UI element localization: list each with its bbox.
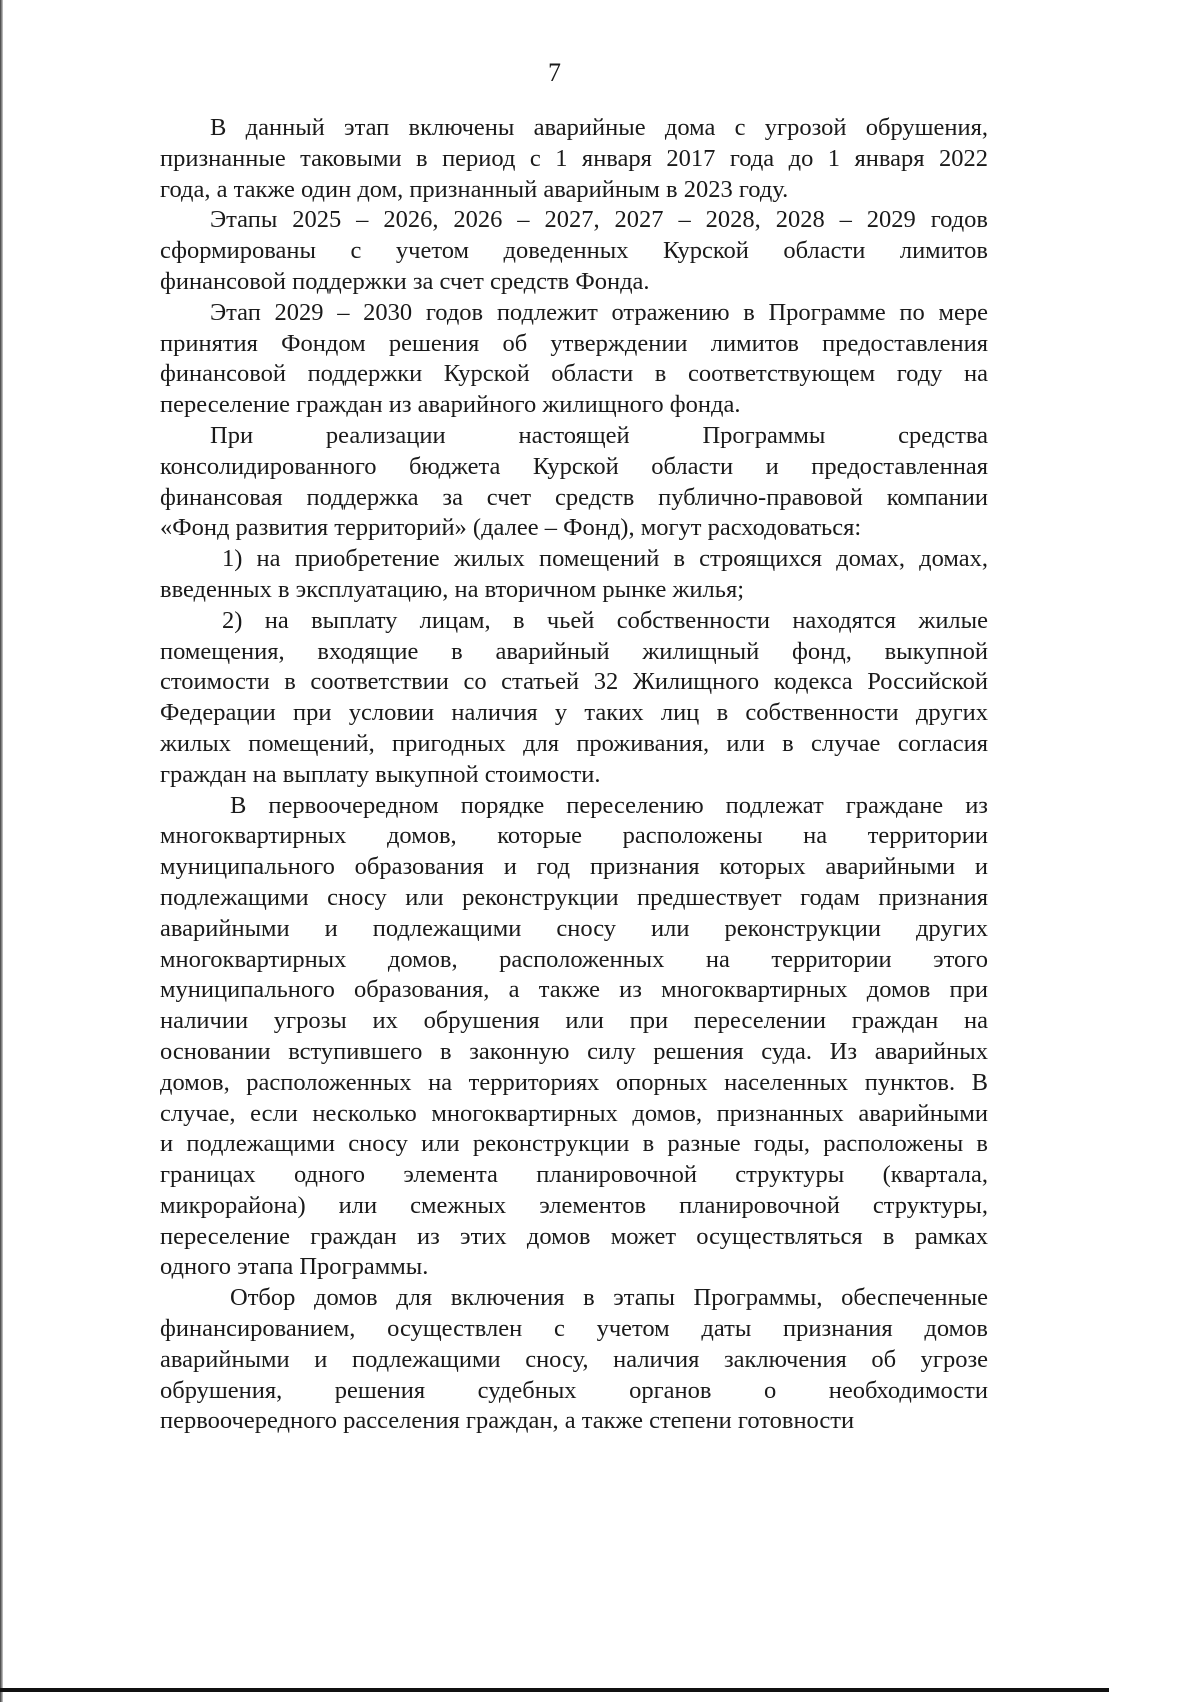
paragraph [160,544,988,606]
text-line: финансовой поддержки за счет средств Фонда. [160,267,650,295]
text-line: граждан на выплату выкупной стоимости. [160,760,601,788]
text-line: и подлежащими сносу или реконструкции в разные годы, расположены в [160,1130,988,1158]
text-line: введенных в эксплуатацию, на вторичном рынке жилья; [160,575,745,603]
text-line: одного этапа Программы. [160,1253,429,1281]
paragraph [160,205,988,297]
text-line: 1) на приобретение жилых помещений в строящихся домах, домах, [222,545,988,573]
text-line: наличии угрозы их обрушения или при переселении граждан на [160,1007,988,1035]
text-line: переселение граждан из этих домов может осуществляться в рамках [160,1222,988,1250]
text-line: года, а также один дом, признанный аварийным в 2023 году. [160,175,789,203]
paragraph [160,113,988,205]
text-line: Федерации при условии наличия у таких лиц в собственности других [160,699,988,727]
text-line: домов, расположенных на территориях опорных населенных пунктов. В [160,1068,988,1096]
text-line: стоимости в соответствии со статьей 32 Жилищного кодекса Российской [160,668,988,696]
text-line: переселение граждан из аварийного жилищного фонда. [160,391,741,419]
text-line: «Фонд развития территорий» (далее – Фонд), могут расходоваться: [160,514,862,542]
scan-edge-left [0,0,3,1702]
text-line: консолидированного бюджета Курской области и предоставленная [160,452,988,480]
paragraph [160,606,988,791]
text-line: финансовой поддержки Курской области в соответствующем году на [160,360,988,388]
paragraph [160,791,988,1284]
paragraph [160,298,988,421]
text-line: жилых помещений, пригодных для проживания, или в случае согласия [160,729,988,757]
text-line: Отбор домов для включения в этапы Программы, обеспеченные [230,1284,988,1312]
text-line: Этапы 2025 – 2026, 2026 – 2027, 2027 – 2028, 2028 – 2029 годов [210,206,988,234]
text-line: случае, если несколько многоквартирных домов, признанных аварийными [160,1099,988,1127]
text-line: аварийными и подлежащими сносу или реконструкции других [160,914,988,942]
text-line: многоквартирных домов, расположенных на территории этого [160,945,988,973]
text-line: первоочередного расселения граждан, а также степени готовности [160,1407,855,1435]
text-line: При реализации настоящей Программы средства [210,421,988,449]
page-number: 7 [548,58,561,87]
text-line: признанные таковыми в период с 1 января 2017 года до 1 января 2022 [160,144,988,172]
text-line: муниципального образования, а также из многоквартирных домов при [160,976,988,1004]
text-line: финансированием, осуществлен с учетом даты признания домов [160,1315,988,1343]
text-line: границах одного элемента планировочной структуры (квартала, [160,1161,988,1189]
text-line: сформированы с учетом доведенных Курской области лимитов [160,237,988,265]
text-line: Этап 2029 – 2030 годов подлежит отражению в Программе по мере [210,298,988,326]
text-line: многоквартирных домов, которые расположены на территории [160,822,988,850]
text-line: аварийными и подлежащими сносу, наличия заключения об угрозе [160,1345,988,1373]
text-line: принятия Фондом решения об утверждении лимитов предоставления [160,329,988,357]
scan-edge-bottom [0,1688,1109,1692]
text-line: В данный этап включены аварийные дома с угрозой обрушения, [210,114,988,141]
text-line: микрорайона) или смежных элементов планировочной структуры, [160,1191,988,1219]
text-line: В первоочередном порядке переселению подлежат граждане из [230,791,988,819]
paragraph [160,1283,988,1437]
text-line: 2) на выплату лицам, в чьей собственности находятся жилые [222,606,988,634]
text-line: основании вступившего в законную силу решения суда. Из аварийных [160,1037,988,1065]
text-line: муниципального образования и год признания которых аварийными и [160,853,988,881]
text-line: помещения, входящие в аварийный жилищный фонд, выкупной [160,637,988,665]
paragraph [160,421,988,544]
document-body [160,113,988,1437]
text-line: финансовая поддержка за счет средств публично-правовой компании [160,483,988,511]
text-line: обрушения, решения судебных органов о необходимости [160,1376,988,1404]
text-line: подлежащими сносу или реконструкции предшествует годам признания [160,883,988,911]
